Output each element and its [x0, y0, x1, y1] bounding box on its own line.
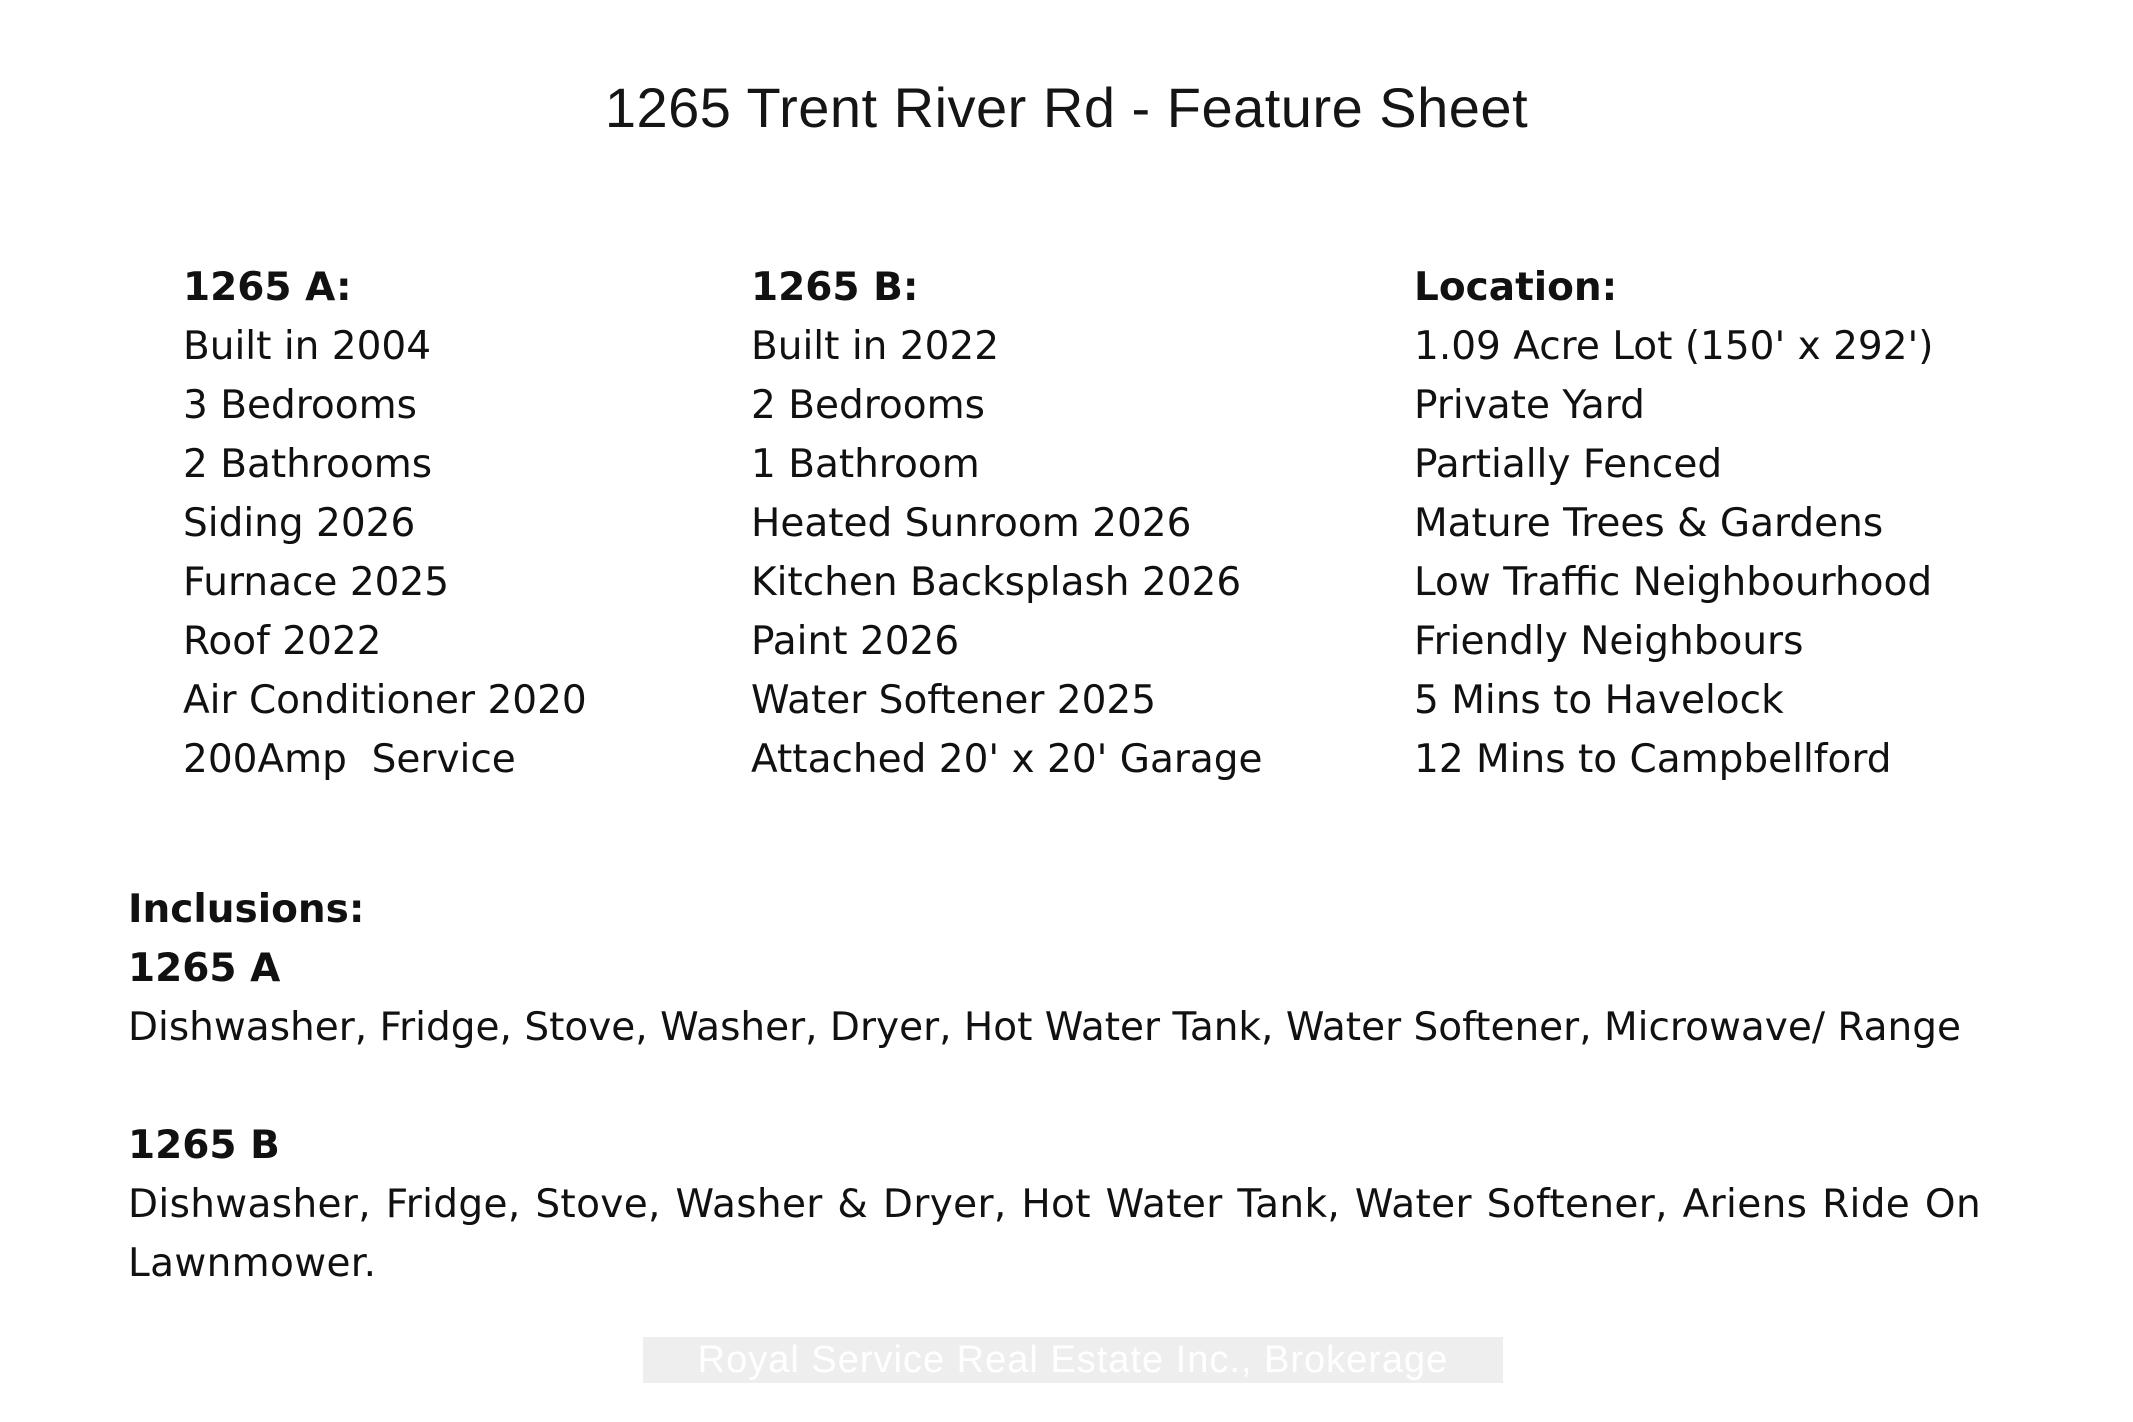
inclusions-unit-a-text: Dishwasher, Fridge, Stove, Washer, Dryer, Hot Water Tank, Water Softener, Microwave/ Range — [128, 1005, 1961, 1050]
unit-b-heading: 1265 B: — [751, 265, 919, 310]
unit-a-feature: Air Conditioner 2020 — [183, 678, 587, 723]
unit-b-feature: Attached 20' x 20' Garage — [751, 737, 1263, 782]
brokerage-watermark: Royal Service Real Estate Inc., Brokerage — [643, 1337, 1503, 1383]
location-feature: Low Traffic Neighbourhood — [1414, 560, 1933, 605]
unit-b-feature: Water Softener 2025 — [751, 678, 1157, 723]
unit-b-feature: 1 Bathroom — [751, 442, 980, 487]
location-feature: Private Yard — [1414, 383, 1645, 428]
location-features — [1414, 258, 2054, 789]
location-feature: Partially Fenced — [1414, 442, 1723, 487]
section-spacer — [128, 1057, 2028, 1116]
unit-b-features — [751, 258, 1351, 789]
location-heading: Location: — [1414, 265, 1618, 310]
location-feature: 1.09 Acre Lot (150' x 292') — [1414, 324, 1934, 369]
unit-b-feature: Heated Sunroom 2026 — [751, 501, 1192, 546]
location-feature: Mature Trees & Gardens — [1414, 501, 1884, 546]
location-feature: 12 Mins to Campbellford — [1414, 737, 1892, 782]
unit-a-features — [183, 258, 703, 789]
inclusions-section — [128, 880, 2028, 1293]
unit-a-feature: Built in 2004 — [183, 324, 432, 369]
unit-a-feature: Furnace 2025 — [183, 560, 450, 605]
unit-a-heading: 1265 A: — [183, 265, 352, 310]
inclusions-unit-b-label: 1265 B — [128, 1123, 280, 1168]
unit-b-feature: 2 Bedrooms — [751, 383, 985, 428]
unit-a-feature: Roof 2022 — [183, 619, 382, 664]
unit-a-feature: 2 Bathrooms — [183, 442, 433, 487]
location-feature: 5 Mins to Havelock — [1414, 678, 1784, 723]
unit-b-feature: Kitchen Backsplash 2026 — [751, 560, 1242, 605]
inclusions-heading: Inclusions: — [128, 887, 365, 932]
unit-b-feature: Paint 2026 — [751, 619, 960, 664]
unit-a-feature: Siding 2026 — [183, 501, 416, 546]
unit-a-feature: 200Amp Service — [183, 737, 516, 782]
inclusions-unit-b-text: Dishwasher, Fridge, Stove, Washer & Dryer, Hot Water Tank, Water Softener, Ariens Ride On Lawnmower. — [128, 1182, 1982, 1286]
unit-b-feature: Built in 2022 — [751, 324, 1000, 369]
location-feature: Friendly Neighbours — [1414, 619, 1804, 664]
page-title: 1265 Trent River Rd - Feature Sheet — [604, 76, 1529, 139]
inclusions-unit-a-label: 1265 A — [128, 946, 281, 991]
unit-a-feature: 3 Bedrooms — [183, 383, 417, 428]
